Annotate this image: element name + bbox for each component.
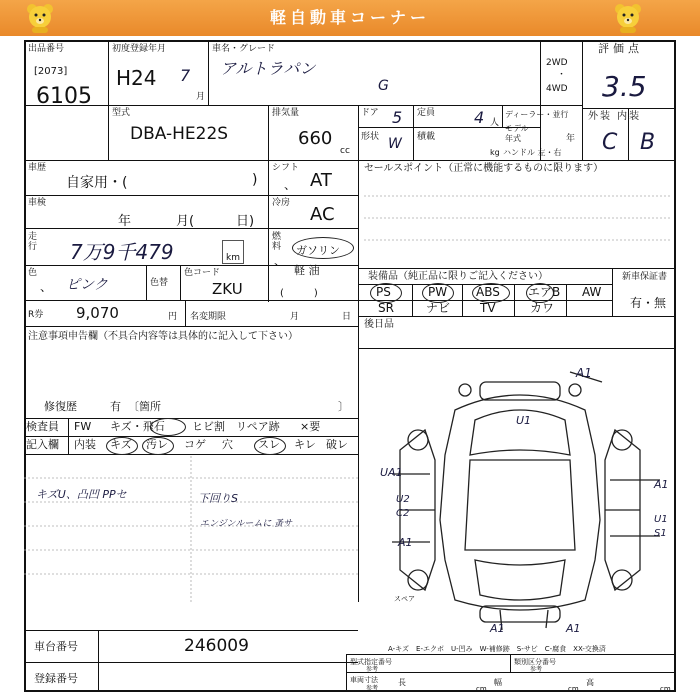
repair-value: 有 xyxy=(110,400,121,413)
equip-navi: ナビ xyxy=(426,301,451,315)
fuel-label: 燃料 xyxy=(272,232,282,252)
height-unit: cm xyxy=(660,685,671,693)
registration-month-unit: 月 xyxy=(196,92,206,102)
fw-repair: リペア跡 xyxy=(236,420,280,433)
equip-pw: PW xyxy=(428,285,448,299)
mark-right-mid-2: S1 xyxy=(654,528,667,539)
doors-label: ドア xyxy=(361,108,379,118)
load-label: 積載 xyxy=(417,132,436,142)
ref-label-2: 参考 xyxy=(530,666,543,673)
mileage-label: 走行 xyxy=(28,232,38,252)
load-unit: kg xyxy=(490,148,500,157)
handwritten-right-note-1: 下回りS xyxy=(198,492,238,505)
shift-value: AT xyxy=(310,170,332,191)
category-label: 類別区分番号 xyxy=(514,658,556,666)
fw-label: FW xyxy=(74,420,92,433)
capacity-label: 定員 xyxy=(417,108,436,118)
int-scratch: キズ xyxy=(110,438,132,451)
model-name: アルトラパン xyxy=(220,59,316,78)
history-value: 自家用・( xyxy=(66,175,128,191)
exterior-grade: C xyxy=(602,130,618,155)
ref-label-3: 参考 xyxy=(366,685,379,692)
warranty-label: 新車保証書 xyxy=(622,272,668,282)
fuel-gas: ガソリン xyxy=(296,244,340,257)
mark-hood: U1 xyxy=(516,414,532,427)
handwritten-left-note: キズU、凸凹 PPセ xyxy=(36,488,127,501)
shift-mark: 、 xyxy=(284,178,297,192)
registration-label: 初度登録年月 xyxy=(112,44,167,54)
fuel-mark: 、 xyxy=(274,254,287,268)
capacity-unit: 人 xyxy=(490,118,500,128)
displacement-unit: cc xyxy=(340,146,350,156)
equip-leather: カワ xyxy=(530,301,555,315)
color-label: 色 xyxy=(28,268,38,278)
header-title: 軽自動車コーナー xyxy=(269,8,430,27)
mark-bottom-left: A1 xyxy=(490,622,505,635)
designation-label: 型式指定番号 xyxy=(350,658,392,666)
registration-month: 7 xyxy=(180,66,191,85)
color-change-label: 色替 xyxy=(150,278,169,288)
fw-crack: ヒビ割 xyxy=(192,420,225,433)
lot-label: 出品番号 xyxy=(28,44,65,54)
lot-sub: [2073] xyxy=(34,66,68,77)
chassis-value: 246009 xyxy=(184,636,249,656)
color-code-label: 色コード xyxy=(184,268,221,278)
repair-spots: 〔箇所 xyxy=(128,400,161,413)
displacement-value: 660 xyxy=(298,128,333,149)
inspection-month: 月( xyxy=(176,214,195,229)
shape-label: 形状 xyxy=(361,132,380,142)
interior-grade: B xyxy=(640,130,656,155)
shift-label: シフト xyxy=(272,163,300,173)
fuel-gas-circle xyxy=(292,237,354,259)
equipment-label: 装備品（純正品に限りご記入ください） xyxy=(368,271,548,282)
int-cut: キレ xyxy=(294,438,316,451)
inspection-day: 日) xyxy=(236,214,255,229)
type-label: 型式 xyxy=(112,108,131,118)
color-code: ZKU xyxy=(212,280,243,298)
recycle-day: 日 xyxy=(342,312,352,322)
score-label: 評価点 xyxy=(598,42,643,55)
chassis-label: 車台番号 xyxy=(34,640,78,653)
int-hole: 穴 xyxy=(222,438,233,451)
history-label: 車歴 xyxy=(28,163,47,173)
color-value: ピンク xyxy=(66,277,108,293)
equip-airbag: エアB xyxy=(528,285,561,299)
height-label: 高 xyxy=(586,678,594,687)
registration-year: H24 xyxy=(116,66,157,90)
mark-top: A1 xyxy=(576,366,592,380)
drive-dot: ・ xyxy=(557,70,567,80)
mark-bottom-right: A1 xyxy=(566,622,581,635)
int-burn: コゲ xyxy=(184,438,206,451)
model-year-unit: 年 xyxy=(566,134,576,144)
repair-close: 〕 xyxy=(338,400,349,413)
inspection-year: 年 xyxy=(118,214,132,229)
fw-scratch-chip: キズ・飛石 xyxy=(110,420,165,433)
ref-label-1: 参考 xyxy=(366,666,379,673)
recycle-label: R券 xyxy=(28,310,44,320)
equip-abs: ABS xyxy=(476,285,500,299)
warranty-value: 有・無 xyxy=(630,296,667,310)
equip-tv: TV xyxy=(480,301,496,315)
mark-left-front: UA1 xyxy=(380,466,403,479)
int-tear: 破レ xyxy=(326,438,348,451)
length-label: 長 xyxy=(398,678,406,687)
drive-2wd: 2WD xyxy=(546,58,568,68)
model-grade: G xyxy=(378,78,389,94)
ext-int-label: 外装 内装 xyxy=(588,111,642,122)
spare-label: スペア xyxy=(394,595,415,603)
equip-aw: AW xyxy=(582,285,602,299)
mark-left-mid-1: U2 xyxy=(396,494,410,505)
inspector-label-1: 検査員 xyxy=(26,420,59,433)
length-unit: cm xyxy=(476,685,487,693)
mileage-value: 7万9千479 xyxy=(70,240,174,264)
notes-label: 注意事項申告欄（不具合内容等は具体的に記入して下さい） xyxy=(28,331,298,342)
equip-ps: PS xyxy=(376,285,391,299)
type-value: DBA-HE22S xyxy=(130,124,229,144)
drive-4wd: 4WD xyxy=(546,84,568,94)
ac-value: AC xyxy=(310,204,335,225)
recycle-unit: 円 xyxy=(168,312,178,322)
notes-grid xyxy=(24,456,358,602)
fuel-paren: ( ) xyxy=(280,288,318,299)
score-value: 3.5 xyxy=(602,70,647,103)
recycle-month: 月 xyxy=(290,312,300,322)
mark-left-rear: A1 xyxy=(398,536,413,549)
capacity-value: 4 xyxy=(474,108,485,127)
mark-right-mid: U1 xyxy=(654,514,668,525)
history-close: ) xyxy=(252,172,258,188)
color-pre: 、 xyxy=(40,280,53,294)
equip-sr: SR xyxy=(378,301,394,315)
dims-label: 車両寸法 xyxy=(350,676,378,684)
handle-label: ハンドル 左・右 xyxy=(503,148,562,157)
width-unit: cm xyxy=(568,685,579,693)
inspection-label: 車検 xyxy=(28,198,47,208)
model-label: 車名・グレード xyxy=(212,44,276,54)
lot-number: 6105 xyxy=(36,84,92,109)
int-stain: 汚レ xyxy=(146,438,168,451)
doors-value: 5 xyxy=(392,108,403,127)
mark-left-mid-2: C2 xyxy=(396,508,410,519)
ac-label: 冷房 xyxy=(272,198,291,208)
inspector-label-2: 記入欄 xyxy=(26,438,59,451)
int-rub: スレ xyxy=(258,438,280,451)
shape-value: W xyxy=(388,136,402,152)
dealer-label: ディーラー・並行 xyxy=(505,110,569,119)
fw-need: ×要 xyxy=(300,420,321,433)
legend: A-キズ E-エクボ U-凹み W-補修跡 S-サビ C-腐食 XX-交換済 xyxy=(388,645,606,653)
repair-label: 修復歴 xyxy=(44,400,77,413)
handwritten-right-note-2: エンジンルームに 蚤サ xyxy=(200,519,293,529)
width-label: 幅 xyxy=(494,678,502,687)
mileage-unit: km xyxy=(226,253,240,263)
sales-points-label: セールスポイント（正常に機能するものに限ります） xyxy=(364,163,604,174)
fuel-diesel: 軽 油 xyxy=(294,264,320,277)
model-year-label: モデル年式 xyxy=(505,124,529,143)
vehicle-damage-diagram xyxy=(370,360,670,640)
displacement-label: 排気量 xyxy=(272,108,300,118)
interior-label: 内装 xyxy=(74,438,96,451)
rear-seat-label: 後日品 xyxy=(364,319,394,330)
reg-number-label: 登録番号 xyxy=(34,672,78,685)
recycle-deadline-label: 名変期限 xyxy=(190,312,227,322)
recycle-value: 9,070 xyxy=(76,304,119,322)
mark-right-front: A1 xyxy=(654,478,669,491)
sales-grid xyxy=(360,176,676,266)
